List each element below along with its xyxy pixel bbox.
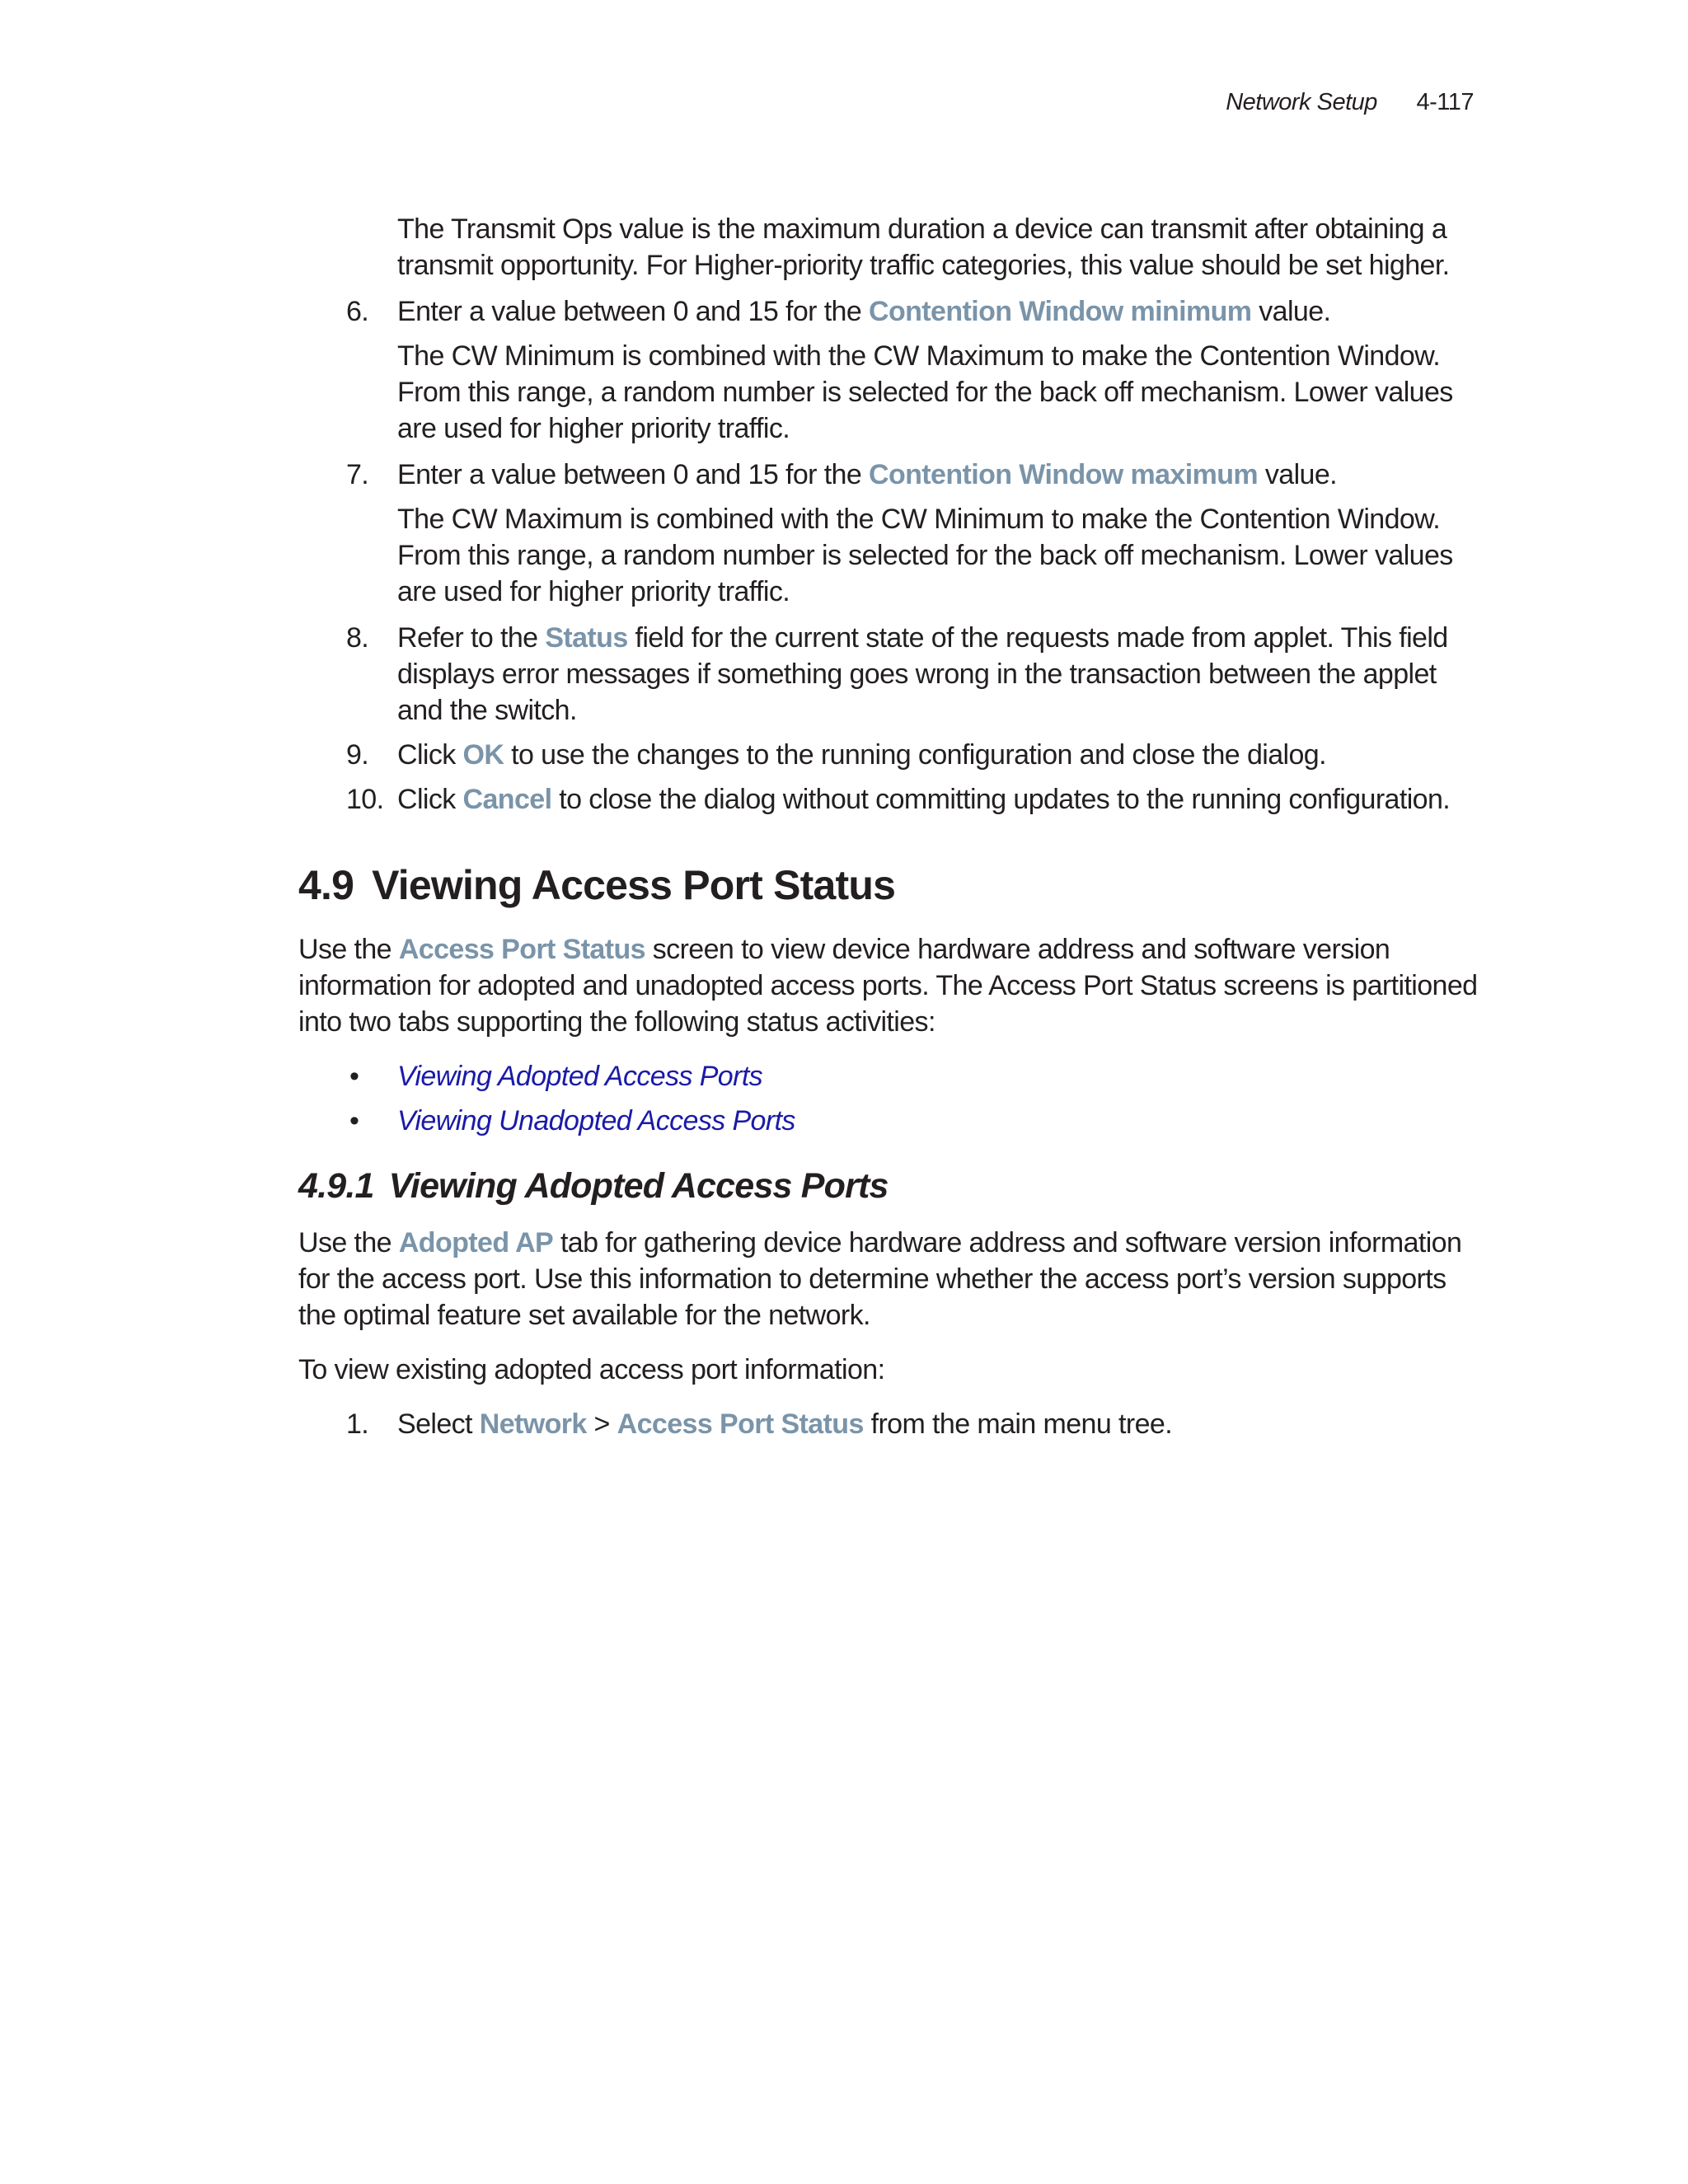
- intro-paragraph: The Transmit Ops value is the maximum duration a device can transmit after obtaining a transmit opportunity. For Higher-priority traffic categories, this value should be set higher.: [397, 213, 1450, 281]
- bullet-glyph: •: [349, 1105, 359, 1137]
- step-1: [346, 1406, 1485, 1442]
- ui-term-network: Network: [479, 1408, 587, 1440]
- step-text-post: value.: [1258, 459, 1338, 490]
- para-text-post: screen to view device hardware address and software version information for adopted and unadopted access ports. The Access Port Status screens is partitioned into two tabs supporting the following status activities:: [298, 934, 1478, 1038]
- step-6: [346, 293, 1485, 330]
- procedure-lead-in: To view existing adopted access port information:: [298, 1354, 885, 1385]
- ui-term-adopted-ap: Adopted AP: [398, 1227, 554, 1258]
- para-text-pre: Use the: [298, 1227, 399, 1258]
- ui-term-access-port-status-menu: Access Port Status: [617, 1408, 864, 1440]
- related-links-list: [298, 1058, 1485, 1139]
- section-heading-4-9: [298, 860, 1485, 910]
- step-text-pre: Click: [397, 739, 463, 771]
- step-text-pre: Enter a value between 0 and 15 for the: [397, 296, 870, 327]
- step-text-post: value.: [1251, 296, 1331, 327]
- step-number: 6.: [346, 296, 369, 327]
- step-text-pre: Click: [397, 784, 463, 815]
- step-text-pre: Select: [397, 1408, 480, 1440]
- step-number: 7.: [346, 459, 369, 490]
- step-6-note: The CW Minimum is combined with the CW Maximum to make the Contention Window. From this range, a random number is selected for the back off mechanism. Lower values are used for higher priority traffic.: [397, 340, 1453, 444]
- list-item: [349, 1058, 1485, 1094]
- running-header: [1226, 89, 1474, 116]
- menu-separator: >: [586, 1408, 617, 1440]
- section-title: Viewing Access Port Status: [372, 862, 896, 908]
- step-8: [346, 620, 1485, 729]
- step-7: [346, 457, 1485, 493]
- step-text-post: to close the dialog without committing updates to the running configuration.: [551, 784, 1451, 815]
- page-number: 4-117: [1416, 89, 1474, 115]
- section-4-9-paragraph: [298, 931, 1485, 1040]
- para-text-pre: Use the: [298, 934, 399, 965]
- ui-term-access-port-status: Access Port Status: [398, 934, 645, 965]
- section-number: 4.9.1: [298, 1166, 374, 1206]
- ui-term-cancel: Cancel: [462, 784, 552, 815]
- link-viewing-adopted-access-ports[interactable]: Viewing Adopted Access Ports: [397, 1061, 763, 1092]
- section-number: 4.9: [298, 862, 354, 908]
- step-text-pre: Enter a value between 0 and 15 for the: [397, 459, 870, 490]
- section-4-9-1-paragraph: [298, 1225, 1485, 1333]
- step-text-post: to use the changes to the running configuration and close the dialog.: [504, 739, 1326, 771]
- step-7-note: The CW Maximum is combined with the CW Minimum to make the Contention Window. From this range, a random number is selected for the back off mechanism. Lower values are used for higher priority traffic.: [397, 504, 1453, 607]
- para-text-post: tab for gathering device hardware address and software version information for the access port. Use this information to determine whether the access port’s version supports the optimal feature set available for the network.: [298, 1227, 1462, 1331]
- ui-term-ok: OK: [462, 739, 504, 771]
- step-text-post: field for the current state of the requests made from applet. This field displays error messages if something goes wrong in the transaction between the applet and the switch.: [397, 622, 1448, 726]
- list-item: [349, 1103, 1485, 1139]
- section-title: Viewing Adopted Access Ports: [388, 1166, 889, 1206]
- step-10: [346, 781, 1485, 818]
- step-number: 8.: [346, 622, 369, 654]
- step-9: [346, 737, 1485, 773]
- ui-term-contention-window-minimum: Contention Window minimum: [869, 296, 1252, 327]
- section-heading-4-9-1: [298, 1164, 1485, 1208]
- step-number: 9.: [346, 739, 369, 771]
- header-section-name: Network Setup: [1226, 89, 1377, 115]
- step-text-post: from the main menu tree.: [863, 1408, 1173, 1440]
- bullet-glyph: •: [349, 1061, 359, 1092]
- page-body: [298, 211, 1485, 1451]
- ui-term-status: Status: [545, 622, 628, 654]
- step-text-pre: Refer to the: [397, 622, 546, 654]
- step-number: 1.: [346, 1408, 369, 1440]
- ui-term-contention-window-maximum: Contention Window maximum: [869, 459, 1259, 490]
- link-viewing-unadopted-access-ports[interactable]: Viewing Unadopted Access Ports: [397, 1105, 795, 1137]
- step-number: 10.: [346, 784, 384, 815]
